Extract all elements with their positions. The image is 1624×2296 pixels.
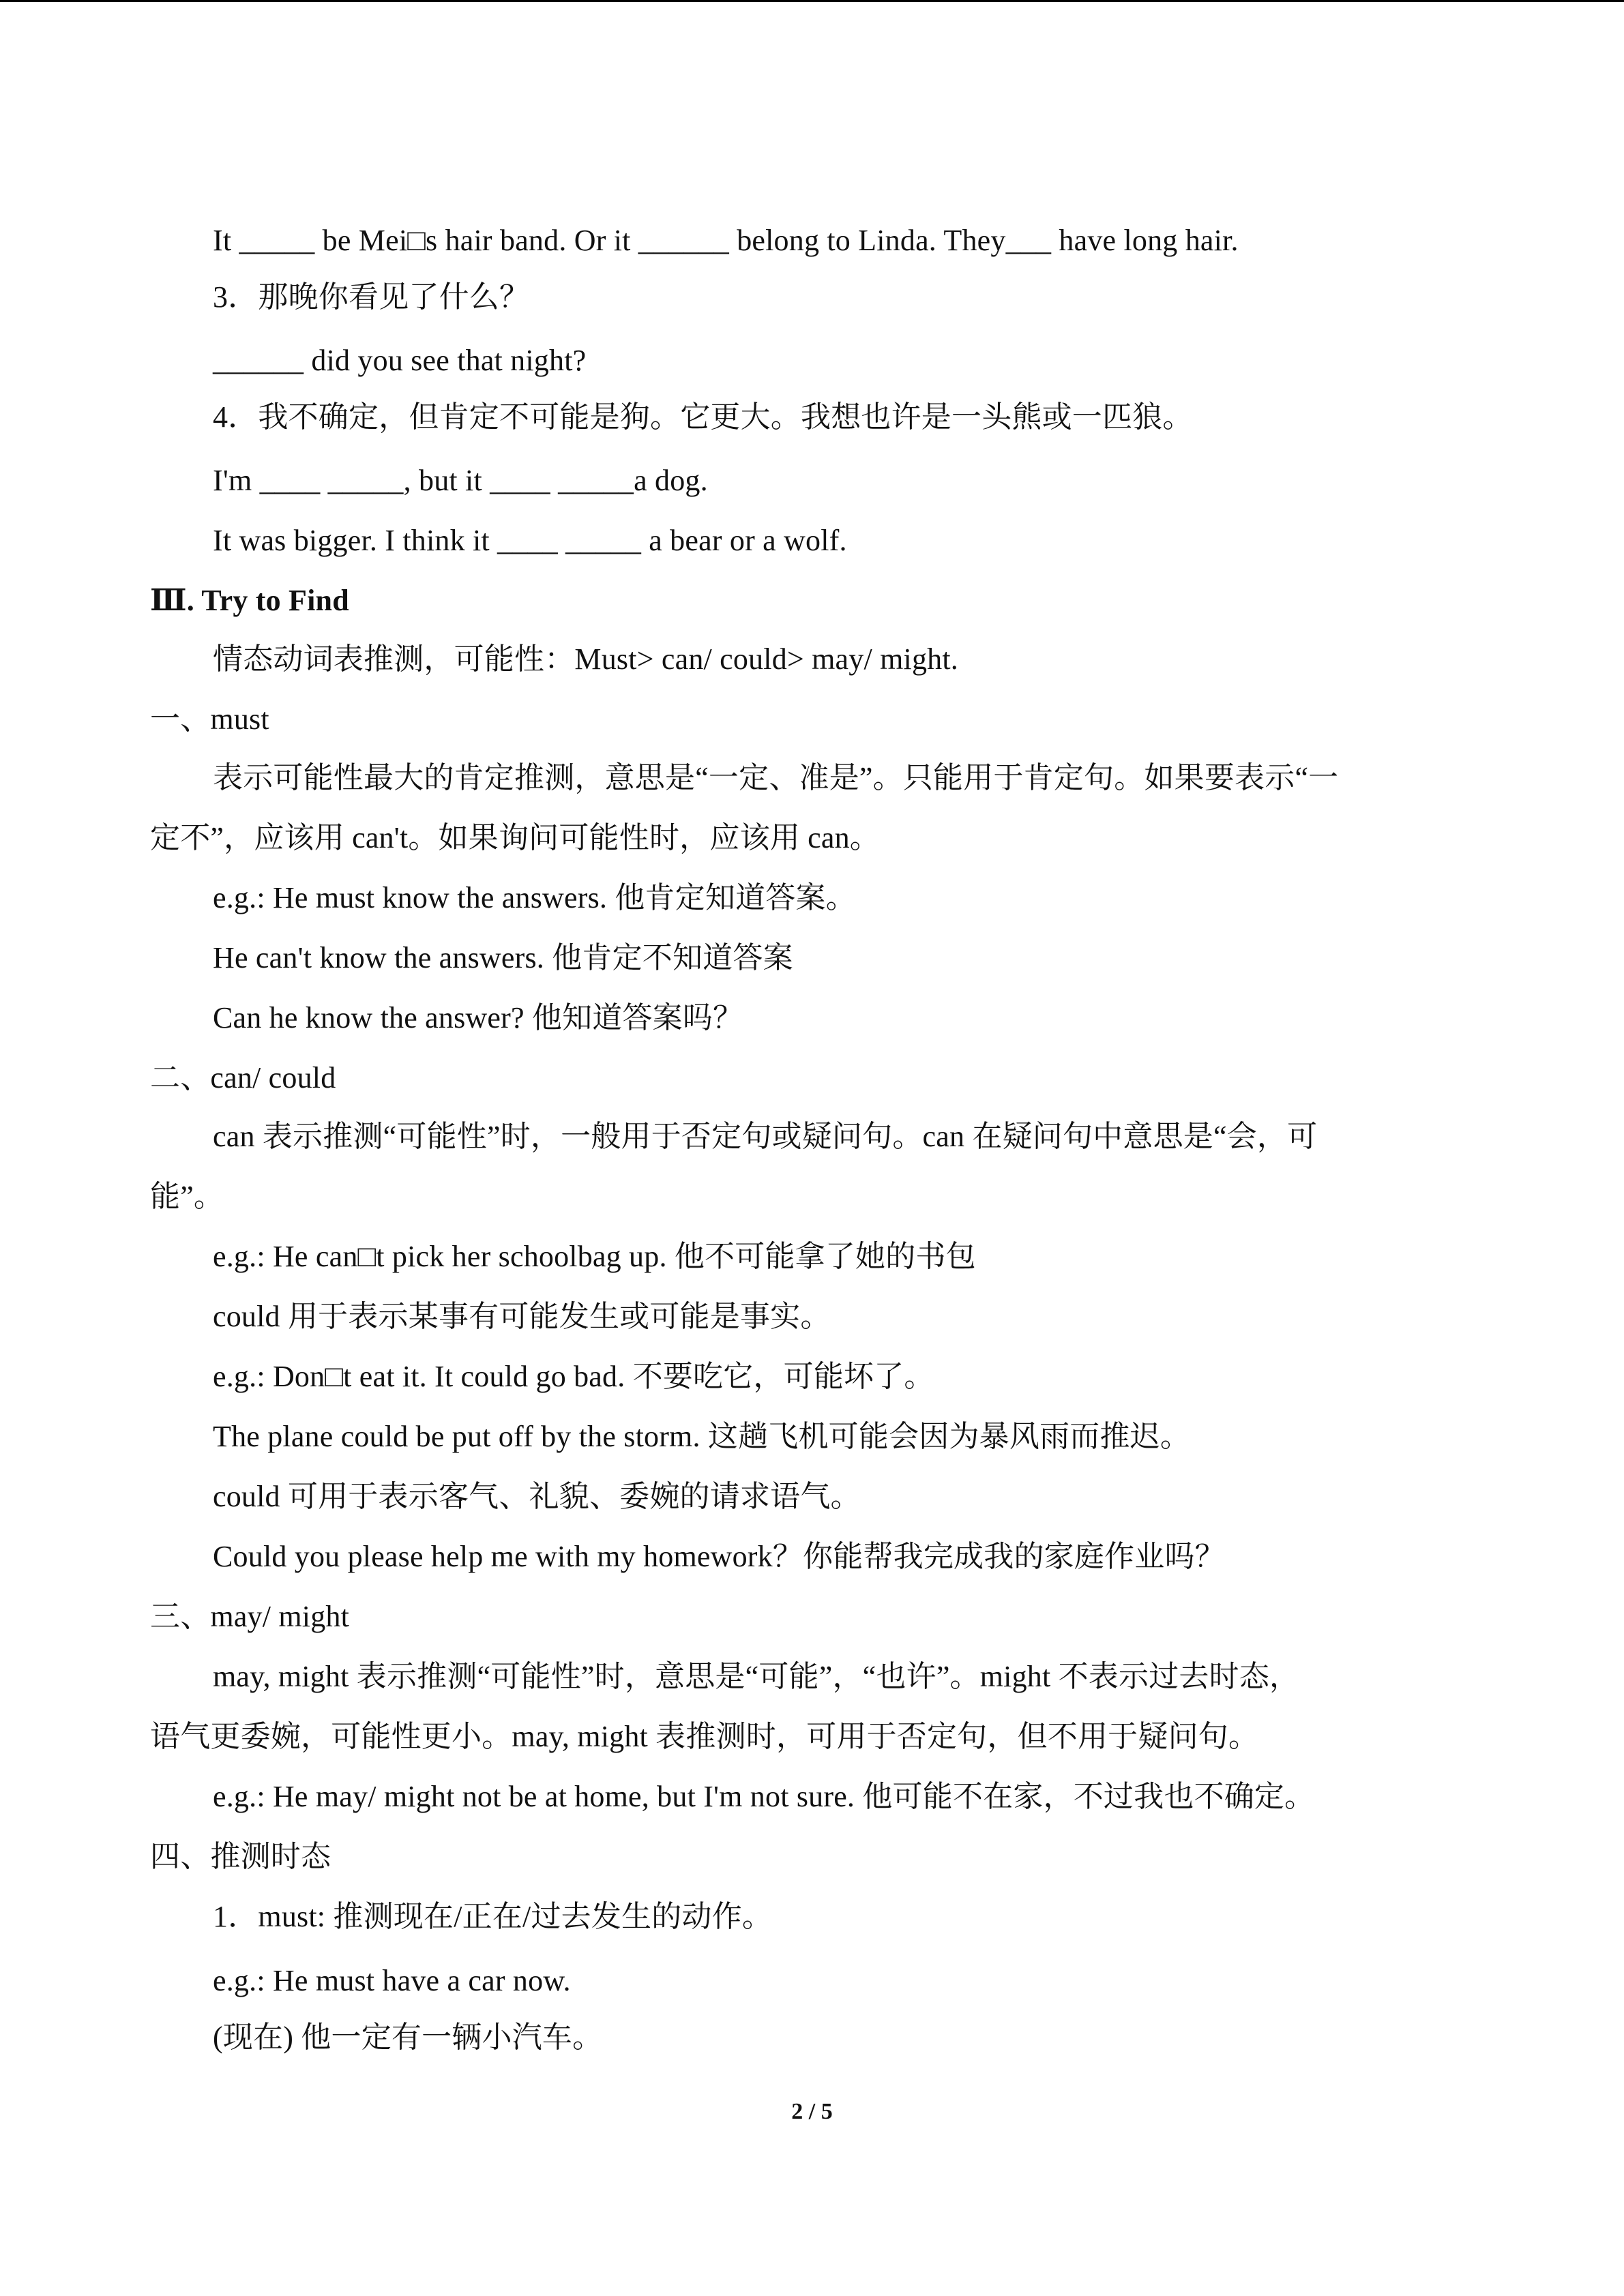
example-line: e.g.: He must know the answers. 他肯定知道答案。 [213, 881, 856, 914]
example-line: Can he know the answer? 他知道答案吗？ [213, 1001, 743, 1034]
page-number: 2 / 5 [791, 2099, 833, 2124]
text-line: can 表示推测“可能性”时，一般用于否定句或疑问句。can 在疑问句中意思是“会，可 [213, 1120, 1318, 1153]
example-line: e.g.: Don□t eat it. It could go bad. 不要吃它，可能坏了。 [213, 1360, 934, 1393]
subsection-heading: 三、may/ might [150, 1600, 350, 1633]
text-line: 3．那晚你看见了什么？ [213, 280, 530, 314]
subsection-heading: 四、推测时态 [150, 1840, 331, 1873]
section-heading: Ⅲ. Try to Find [150, 584, 349, 617]
example-line: e.g.: He must have a car now. [213, 1964, 571, 1997]
example-line: He can't know the answers. 他肯定不知道答案 [213, 941, 793, 974]
example-line: Could you please help me with my homework？你能帮我完成我的家庭作业吗？ [213, 1540, 1225, 1573]
subsection-heading: 二、can/ could [150, 1061, 336, 1094]
text-line: could 用于表示某事有可能发生或可能是事实。 [213, 1300, 831, 1333]
text-line: ______ did you see that night? [213, 344, 587, 377]
example-line: The plane could be put off by the storm. 这趟飞机可能会因为暴风雨而推迟。 [213, 1420, 1191, 1453]
example-line: e.g.: He may/ might not be at home, but I'm not sure. 他可能不在家，不过我也不确定。 [213, 1780, 1315, 1813]
text-line: 定不”，应该用 can't。如果询问可能性时，应该用 can。 [150, 821, 880, 854]
example-line: (现在) 他一定有一辆小汽车。 [213, 2021, 603, 2054]
text-line: I'm ____ _____, but it ____ _____a dog. [213, 464, 708, 497]
text-line: 表示可能性最大的肯定推测，意思是“一定、准是”。只能用于肯定句。如果要表示“一 [213, 761, 1339, 794]
text-line: could 可用于表示客气、礼貌、委婉的请求语气。 [213, 1480, 861, 1513]
text-line: 能”。 [150, 1180, 224, 1213]
example-line: e.g.: He can□t pick her schoolbag up. 他不可能拿了她的书包 [213, 1240, 976, 1273]
subsection-heading: 一、must [150, 702, 269, 736]
text-line: It _____ be Mei□s hair band. Or it ______ belong to Linda. They___ have long hair. [213, 224, 1239, 257]
text-line: 1．must: 推测现在/正在/过去发生的动作。 [213, 1900, 773, 1933]
text-line: 情态动词表推测，可能性：Must> can/ could> may/ might. [213, 642, 958, 676]
text-line: 4．我不确定，但肯定不可能是狗。它更大。我想也许是一头熊或一匹狼。 [213, 400, 1193, 434]
text-line: may, might 表示推测“可能性”时，意思是“可能”，“也许”。might 不表示过去时态， [213, 1660, 1300, 1693]
text-line: 语气更委婉，可能性更小。may, might 表推测时，可用于否定句，但不用于疑问句。 [150, 1720, 1259, 1753]
text-line: It was bigger. I think it ____ _____ a bear or a wolf. [213, 524, 847, 557]
